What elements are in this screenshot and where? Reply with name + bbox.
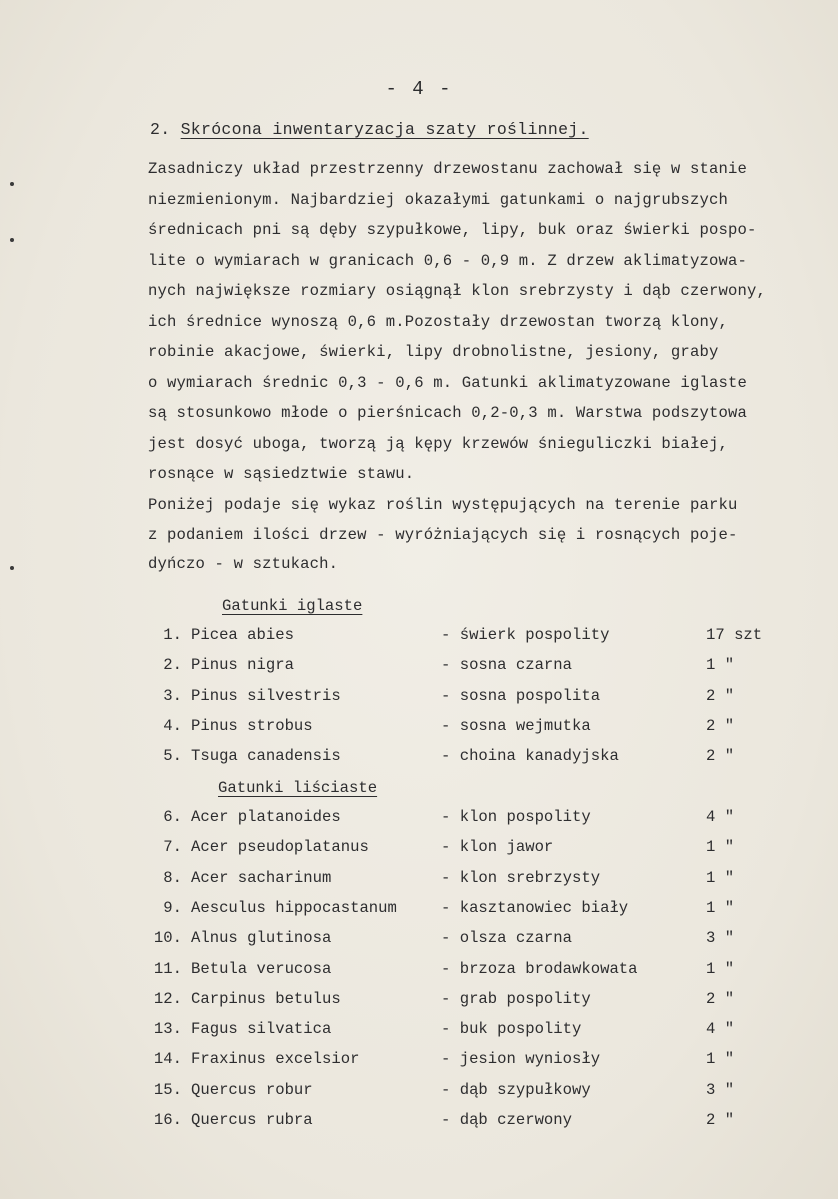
species-polish-name: - sosna pospolita xyxy=(441,686,601,705)
species-row xyxy=(0,808,838,832)
section-heading xyxy=(150,120,589,139)
species-number: 5. xyxy=(163,747,182,766)
species-number: 15. xyxy=(153,1080,182,1099)
species-latin-name: Acer pseudoplatanus xyxy=(191,838,369,857)
species-latin-name: Quercus robur xyxy=(191,1080,313,1099)
species-quantity: 17 szt xyxy=(706,626,763,644)
species-latin-name: Pinus strobus xyxy=(191,716,313,735)
paragraph-line: niezmienionym. Najbardziej okazałymi gatunkami o najgrubszych xyxy=(148,190,728,209)
species-number: 13. xyxy=(153,1020,182,1039)
species-polish-name: - olsza czarna xyxy=(441,929,573,948)
species-quantity: 1 " xyxy=(706,656,735,675)
species-polish-name: - brzoza brodawkowata xyxy=(441,959,638,978)
species-latin-name: Betula verucosa xyxy=(191,959,332,978)
species-latin-name: Tsuga canadensis xyxy=(191,747,341,766)
species-number: 4. xyxy=(163,716,182,735)
species-polish-name: - sosna czarna xyxy=(441,656,573,675)
species-row xyxy=(0,1081,838,1105)
species-row xyxy=(0,687,838,711)
deciduous-heading: Gatunki liściaste xyxy=(218,779,378,797)
species-latin-name: Acer sacharinum xyxy=(191,868,332,887)
species-row xyxy=(0,838,838,862)
species-quantity: 1 " xyxy=(706,898,735,917)
paragraph-line: średnicach pni są dęby szypułkowe, lipy, buk oraz świerki pospo- xyxy=(148,221,757,239)
species-polish-name: - jesion wyniosły xyxy=(441,1050,601,1069)
species-quantity: 3 " xyxy=(706,929,735,948)
paragraph-line: ich średnice wynoszą 0,6 m.Pozostały drzewostan tworzą klony, xyxy=(148,312,728,331)
species-polish-name: - kasztanowiec biały xyxy=(441,898,629,917)
page-number: - 4 - xyxy=(385,78,453,100)
species-row xyxy=(0,990,838,1014)
species-row xyxy=(0,1111,838,1135)
species-row xyxy=(0,899,838,923)
species-polish-name: - choina kanadyjska xyxy=(441,747,619,766)
paragraph-line: z podaniem ilości drzew - wyróżniających się i rosnących poje- xyxy=(148,525,738,544)
species-quantity: 1 " xyxy=(706,1050,735,1069)
species-quantity: 2 " xyxy=(706,747,735,766)
punch-mark xyxy=(10,566,14,570)
species-number: 10. xyxy=(153,929,182,948)
species-number: 3. xyxy=(163,686,182,705)
species-latin-name: Fraxinus excelsior xyxy=(191,1050,360,1069)
section-title: Skrócona inwentaryzacja szaty roślinnej. xyxy=(180,120,589,139)
species-polish-name: - dąb szypułkowy xyxy=(441,1080,591,1099)
paragraph-line: rosnące w sąsiedztwie stawu. xyxy=(148,465,415,483)
species-row xyxy=(0,1020,838,1044)
species-quantity: 1 " xyxy=(706,959,735,978)
species-latin-name: Alnus glutinosa xyxy=(191,929,332,948)
species-number: 6. xyxy=(163,808,182,826)
paragraph-line: są stosunkowo młode o pierśnicach 0,2-0,3 m. Warstwa podszytowa xyxy=(148,404,747,422)
species-row xyxy=(0,1050,838,1074)
species-polish-name: - buk pospolity xyxy=(441,1020,582,1039)
species-polish-name: - klon jawor xyxy=(441,838,554,857)
section-number: 2. xyxy=(150,120,171,139)
species-latin-name: Acer platanoides xyxy=(191,808,341,826)
species-number: 2. xyxy=(163,656,182,675)
species-quantity: 1 " xyxy=(706,868,735,887)
species-number: 12. xyxy=(153,989,182,1008)
species-polish-name: - dąb czerwony xyxy=(441,1111,573,1129)
punch-mark xyxy=(10,238,14,242)
paragraph-line: Zasadniczy układ przestrzenny drzewostanu zachował się w stanie xyxy=(148,160,747,178)
species-polish-name: - sosna wejmutka xyxy=(441,716,591,735)
species-quantity: 3 " xyxy=(706,1080,735,1099)
species-latin-name: Picea abies xyxy=(191,626,294,644)
species-number: 11. xyxy=(153,959,182,978)
species-row xyxy=(0,656,838,680)
species-number: 8. xyxy=(163,868,182,887)
species-quantity: 2 " xyxy=(706,716,735,735)
species-row xyxy=(0,717,838,741)
species-quantity: 2 " xyxy=(706,989,735,1008)
paragraph-line: dyńczo - w sztukach. xyxy=(148,555,339,573)
species-polish-name: - grab pospolity xyxy=(441,989,591,1008)
species-number: 16. xyxy=(153,1111,182,1129)
species-quantity: 2 " xyxy=(706,686,735,705)
species-quantity: 4 " xyxy=(706,1020,735,1039)
species-number: 7. xyxy=(163,838,182,857)
species-latin-name: Aesculus hippocastanum xyxy=(191,898,397,917)
species-quantity: 4 " xyxy=(706,808,735,826)
species-row xyxy=(0,626,838,650)
species-latin-name: Pinus silvestris xyxy=(191,686,341,705)
paragraph-line: robinie akacjowe, świerki, lipy drobnolistne, jesiony, graby xyxy=(148,343,719,361)
paragraph-line: jest dosyć uboga, tworzą ją kępy krzewów śnieguliczki białej, xyxy=(148,434,728,453)
paragraph-line: nych największe rozmiary osiągnął klon srebrzysty i dąb czerwony, xyxy=(148,282,767,300)
species-number: 14. xyxy=(153,1050,182,1069)
species-quantity: 2 " xyxy=(706,1111,735,1129)
species-latin-name: Fagus silvatica xyxy=(191,1020,332,1039)
paragraph-line: Poniżej podaje się wykaz roślin występujących na terenie parku xyxy=(148,496,738,514)
species-number: 1. xyxy=(163,626,182,644)
paragraph-line: lite o wymiarach w granicach 0,6 - 0,9 m. Z drzew aklimatyzowa- xyxy=(148,251,747,270)
paragraph-line: o wymiarach średnic 0,3 - 0,6 m. Gatunki aklimatyzowane iglaste xyxy=(148,373,747,392)
species-row xyxy=(0,869,838,893)
species-polish-name: - klon srebrzysty xyxy=(441,868,601,887)
species-number: 9. xyxy=(163,898,182,917)
conifers-heading: Gatunki iglaste xyxy=(222,597,363,615)
species-quantity: 1 " xyxy=(706,838,735,857)
species-polish-name: - świerk pospolity xyxy=(441,626,610,644)
species-latin-name: Pinus nigra xyxy=(191,656,294,675)
species-row xyxy=(0,747,838,771)
species-polish-name: - klon pospolity xyxy=(441,808,591,826)
punch-mark xyxy=(10,182,14,186)
species-latin-name: Quercus rubra xyxy=(191,1111,313,1129)
species-row xyxy=(0,929,838,953)
species-latin-name: Carpinus betulus xyxy=(191,989,341,1008)
species-row xyxy=(0,960,838,984)
